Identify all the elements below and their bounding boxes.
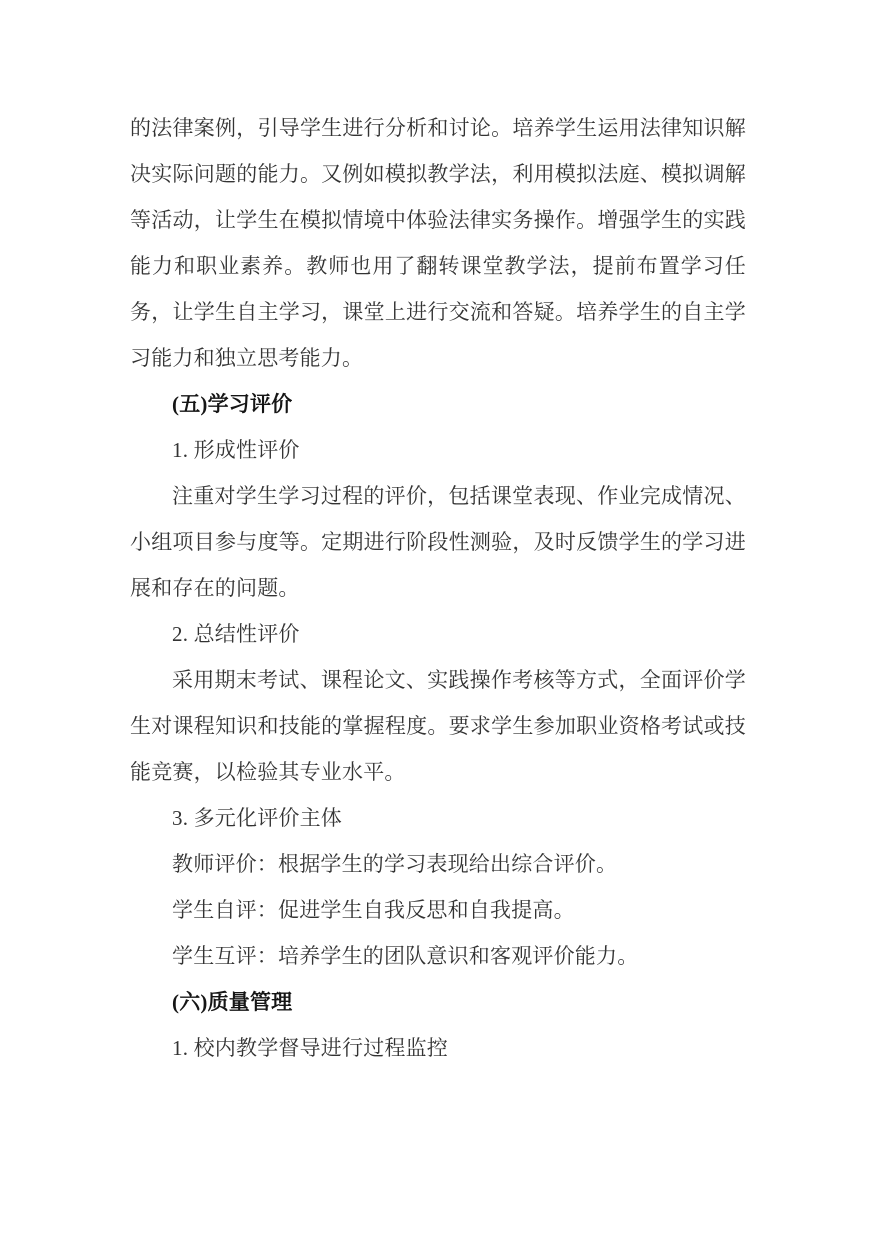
item-1-formative-evaluation-title: 1. 形成性评价 <box>172 438 300 462</box>
item-3-multiple-evaluators-title: 3. 多元化评价主体 <box>172 806 342 830</box>
paragraph-teacher-evaluation: 教师评价：根据学生的学习表现给出综合评价。 <box>172 852 618 876</box>
section-heading-6-quality-management: (六)质量管理 <box>172 990 293 1014</box>
section-heading-5-learning-evaluation: (五)学习评价 <box>172 392 293 416</box>
paragraph-formative-evaluation: 注重对学生学习过程的评价，包括课堂表现、作业完成情况、小组项目参与度等。定期进行阶段性测验，及时反馈学生的学习进展和存在的问题。 <box>130 484 746 600</box>
item-2-summative-evaluation-title: 2. 总结性评价 <box>172 622 300 646</box>
paragraph-summative-evaluation: 采用期末考试、课程论文、实践操作考核等方式，全面评价学生对课程知识和技能的掌握程度。要求学生参加职业资格考试或技能竞赛，以检验其专业水平。 <box>130 668 746 784</box>
paragraph-student-peer-evaluation: 学生互评：培养学生的团队意识和客观评价能力。 <box>172 944 639 968</box>
paragraph-teaching-methods-continuation: 的法律案例，引导学生进行分析和讨论。培养学生运用法律知识解决实际问题的能力。又例如模拟教学法，利用模拟法庭、模拟调解等活动，让学生在模拟情境中体验法律实务操作。增强学生的实践能力和职业素养。教师也用了翻转课堂教学法，提前布置学习任务，让学生自主学习，课堂上进行交流和答疑。培养学生的自主学习能力和独立思考能力。 <box>130 116 746 370</box>
document-page <box>130 105 746 1071</box>
item-1-supervision-process-monitoring: 1. 校内教学督导进行过程监控 <box>172 1036 448 1060</box>
paragraph-student-self-evaluation: 学生自评：促进学生自我反思和自我提高。 <box>172 898 575 922</box>
